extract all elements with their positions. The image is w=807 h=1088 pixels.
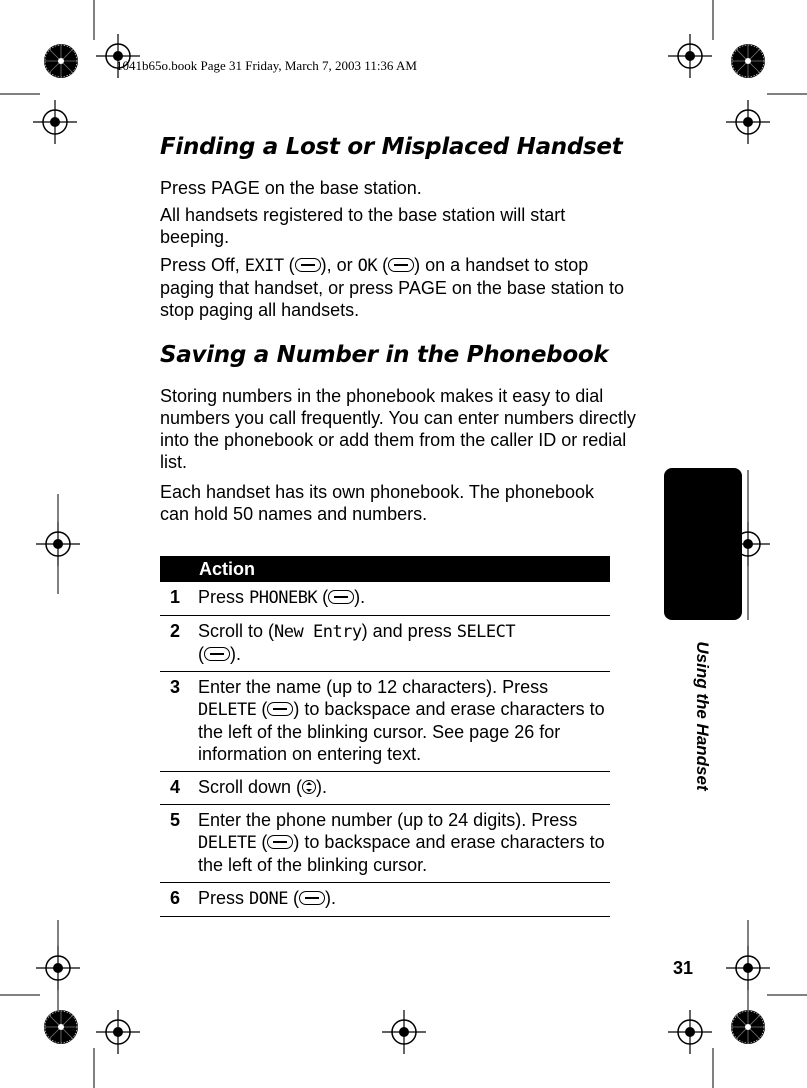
- soft-key-icon: [267, 702, 293, 716]
- step-number: 3: [160, 672, 198, 772]
- done-key-label: DONE: [249, 889, 288, 909]
- soft-key-icon: [204, 647, 230, 661]
- table-row: [160, 805, 610, 883]
- step-text-a: Press: [198, 587, 250, 607]
- nav-key-icon: [302, 780, 316, 794]
- paragraph-press-page: Press PAGE on the base station.: [160, 178, 422, 198]
- exit-key-label: EXIT: [244, 256, 284, 276]
- delete-key-label: DELETE: [198, 700, 257, 720]
- step-text-b: to backspace and erase characters to the left of the blinking cursor. See page 26 for information on entering text.: [198, 699, 605, 764]
- ok-key-label: OK: [357, 256, 378, 276]
- step-text: Enter the name (up to 12 characters). Press DELETE ( ) to backspace and erase characters to the left of the blinking cursor. See page 26 for information on entering text.: [198, 672, 610, 772]
- stop-paging-text-b: , or: [326, 255, 358, 275]
- soft-key-icon: [299, 891, 325, 905]
- step-text-b: ) and press: [361, 621, 457, 641]
- chapter-thumb-tab: [664, 468, 742, 620]
- step-text-a: Enter the phone number (up to 24 digits). Press: [198, 810, 578, 830]
- step-text: Press PHONEBK ( ).: [198, 582, 610, 616]
- step-text: Scroll to (New Entry) and press SELECT ( ).: [198, 616, 610, 672]
- table-row: [160, 883, 610, 917]
- paragraph-phonebook-intro: Storing numbers in the phonebook makes it easy to dial numbers you call frequently. You can enter numbers directly into the phonebook or add them from the caller ID or redial list.: [160, 386, 636, 472]
- step-text: Scroll down ( ).: [198, 772, 610, 805]
- section-title-lost-handset: Finding a Lost or Misplaced Handset: [160, 134, 623, 160]
- action-steps-table: [160, 556, 610, 917]
- step-text-a: Press: [198, 888, 250, 908]
- stop-paging-text-a: Press Off,: [160, 255, 245, 275]
- new-entry-label: New Entry: [274, 622, 362, 642]
- paragraph-stop-paging: Press Off, EXIT ( ), or OK ( ) on a handset to stop paging that handset, or press PAGE on the base station to stop paging all handsets.: [160, 255, 624, 320]
- step-text-a: Scroll down (: [198, 777, 303, 797]
- soft-key-icon: [388, 258, 414, 272]
- table-row: [160, 616, 610, 672]
- chapter-side-label-text: Using the Handset: [693, 641, 712, 791]
- file-info-header: 1041b65o.book Page 31 Friday, March 7, 2003 11:36 AM: [116, 58, 417, 73]
- table-header-action: Action: [160, 556, 610, 582]
- chapter-side-label: [692, 632, 712, 800]
- step-number: 5: [160, 805, 198, 883]
- phonebk-key-label: PHONEBK: [249, 588, 318, 608]
- soft-key-icon: [328, 590, 354, 604]
- soft-key-icon: [295, 258, 321, 272]
- step-text-a: Enter the name (up to 12 characters). Press: [198, 677, 549, 697]
- soft-key-icon: [267, 835, 293, 849]
- section-title-phonebook: Saving a Number in the Phonebook: [160, 342, 609, 368]
- step-text-b: to backspace and erase characters to the left of the blinking cursor.: [198, 832, 605, 875]
- page-number: 31: [673, 958, 694, 978]
- step-text: Enter the phone number (up to 24 digits). Press DELETE ( ) to backspace and erase characters to the left of the blinking cursor.: [198, 805, 610, 883]
- table-row: [160, 672, 610, 772]
- table-row: [160, 582, 610, 616]
- step-number: 6: [160, 883, 198, 917]
- step-text: Press DONE ( ).: [198, 883, 610, 917]
- paragraph-handsets-beeping: All handsets registered to the base station will start beeping.: [160, 205, 566, 247]
- step-number: 1: [160, 582, 198, 616]
- delete-key-label: DELETE: [198, 833, 257, 853]
- table-row: [160, 772, 610, 805]
- step-number: 2: [160, 616, 198, 672]
- stop-paging-text-c: on a handset to stop paging that handset, or press PAGE on the base station to stop paging all handsets.: [160, 255, 624, 320]
- select-key-label: SELECT: [456, 622, 516, 642]
- step-text-a: Scroll to (: [198, 621, 275, 641]
- paragraph-phonebook-capacity: Each handset has its own phonebook. The phonebook can hold 50 names and numbers.: [160, 482, 594, 524]
- step-number: 4: [160, 772, 198, 805]
